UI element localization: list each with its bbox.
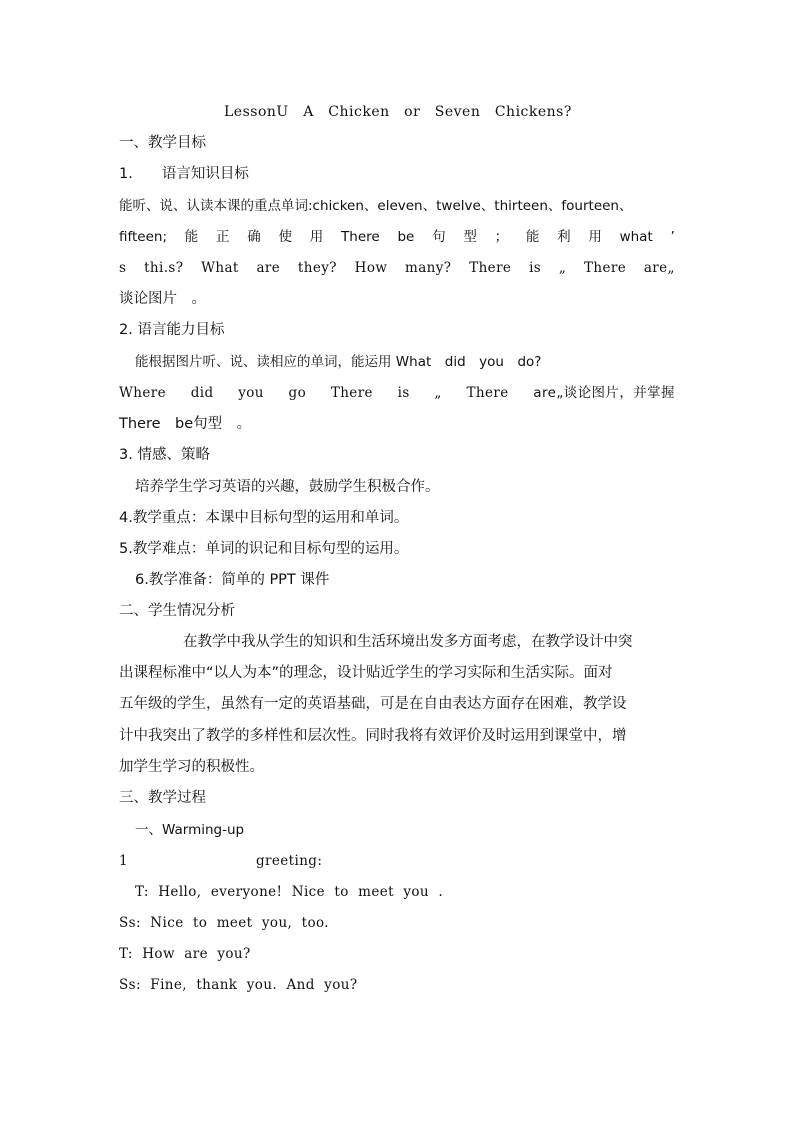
analysis-line-4: 计中我突出了教学的多样性和层次性。同时我将有效评价及时运用到课堂中，增: [119, 728, 627, 744]
section-heading-teaching-goals: 一、教学目标: [119, 135, 206, 151]
word: are: [256, 260, 281, 276]
analysis-line-3: 五年级的学生，虽然有一定的英语基础，可是在自由表达方面存在困难，教学设: [119, 696, 627, 712]
word: There: [466, 385, 509, 401]
word: 用: [309, 229, 324, 245]
word: 能: [184, 229, 199, 245]
analysis-line-1: 在教学中我从学生的知识和生活环境出发多方面考虑，在教学设计中突: [183, 634, 633, 650]
word: are„: [643, 260, 675, 276]
word: they?: [297, 260, 337, 276]
word: what: [619, 229, 653, 245]
subheading-ability-goals: 2. 语言能力目标: [119, 322, 225, 338]
teaching-focus: 4.教学重点：本课中目标句型的运用和单词。: [119, 510, 409, 526]
word: did: [190, 385, 214, 401]
word: be: [397, 229, 415, 245]
word: ；: [494, 229, 509, 245]
word: s: [119, 260, 127, 276]
section-heading-student-analysis: 二、学生情况分析: [119, 603, 235, 619]
analysis-line-5: 加学生学习的积极性。: [119, 759, 264, 775]
word: 用: [588, 229, 602, 245]
ability-goal-line-1: 能根据图片听、说、读相应的单词，能运用 What did you do?: [135, 354, 542, 370]
word: „: [558, 260, 567, 276]
word: many?: [405, 260, 452, 276]
teaching-difficulty: 5.教学难点：单词的识记和目标句型的运用。: [119, 541, 409, 557]
word: is: [529, 260, 542, 276]
dialog-line-2: Ss: Nice to meet you, too.: [119, 915, 329, 931]
word: 型: [463, 229, 477, 245]
word: 正: [216, 229, 230, 245]
word: 句: [432, 229, 446, 245]
section-heading-teaching-process: 三、教学过程: [119, 790, 206, 806]
ability-goal-line-2: [119, 383, 675, 403]
word: There: [583, 260, 627, 276]
ability-goal-line-3: There be句型 。: [119, 416, 252, 432]
word: There: [341, 229, 380, 245]
step-number: 1: [119, 853, 128, 869]
subheading-emotion-strategy: 3. 情感、策略: [119, 447, 210, 463]
word: There: [469, 260, 512, 276]
word: are„谈论图片，并掌握: [533, 385, 675, 401]
word: „: [434, 385, 442, 401]
knowledge-goal-line-3: [119, 258, 675, 278]
word: 能: [525, 229, 540, 245]
word: ’: [670, 229, 675, 245]
word: 使: [278, 229, 293, 245]
knowledge-goal-line-1: 能听、说、认读本课的重点单词:chicken、eleven、twelve、thirteen、fourteen、: [119, 198, 633, 214]
dialog-line-1: T: Hello, everyone! Nice to meet you .: [135, 884, 444, 900]
analysis-line-2: 出课程标准中“以人为本”的理念，设计贴近学生的学习实际和生活实际。面对: [119, 665, 613, 681]
word: How: [354, 260, 388, 276]
knowledge-goal-line-2: [119, 227, 675, 247]
warming-up-heading: 一、Warming-up: [135, 822, 245, 838]
knowledge-goal-line-4: 谈论图片 。: [119, 291, 206, 307]
word: thi.s?: [144, 260, 184, 276]
dialog-line-4: Ss: Fine, thank you. And you?: [119, 977, 358, 993]
teaching-preparation: 6.教学准备：简单的 PPT 课件: [135, 572, 330, 588]
word: There: [330, 385, 373, 401]
word: is: [397, 385, 410, 401]
word: Where: [119, 385, 167, 401]
word: 确: [247, 229, 261, 245]
word: 利: [557, 229, 571, 245]
word: go: [288, 385, 307, 401]
dialog-line-3: T: How are you?: [119, 946, 251, 962]
subheading-knowledge-goals: 1. 语言知识目标: [119, 166, 249, 182]
word: fifteen;: [119, 229, 168, 245]
word: What: [201, 260, 239, 276]
word: you: [238, 385, 264, 401]
lesson-title: LessonU A Chicken or Seven Chickens?: [224, 104, 572, 120]
emotion-strategy-text: 培养学生学习英语的兴趣，鼓励学生积极合作。: [135, 479, 440, 495]
step-label: greeting:: [256, 853, 323, 869]
